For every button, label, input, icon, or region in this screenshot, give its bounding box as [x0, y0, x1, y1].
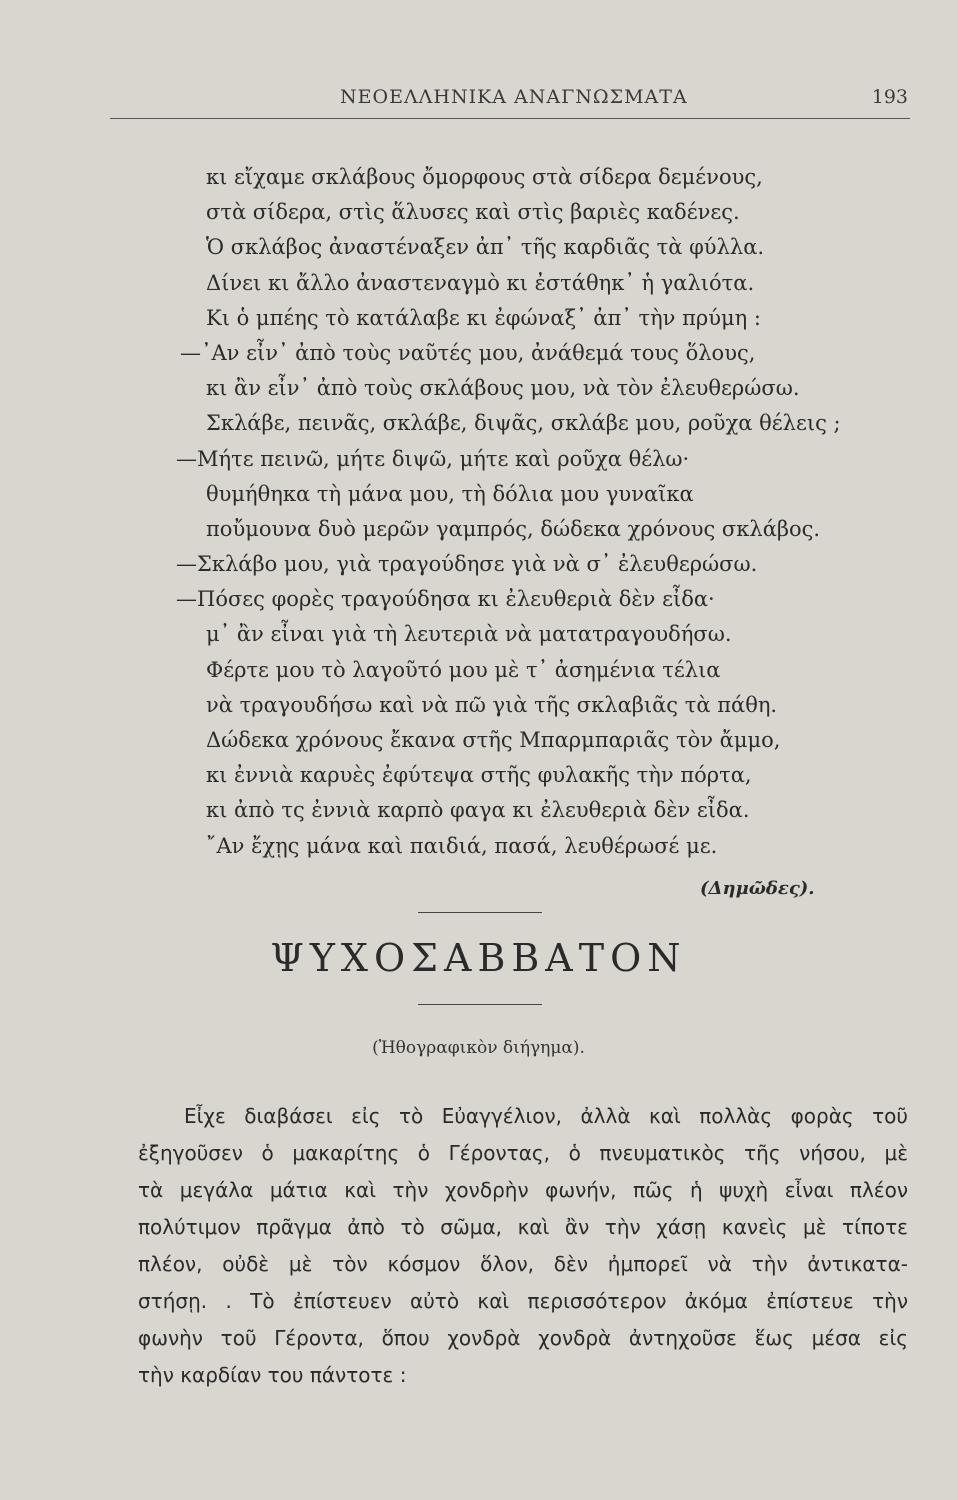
prose — [138, 1098, 908, 1394]
poem — [150, 160, 910, 864]
prose-line: Εἶχε διαβάσει εἰς τὸ Εὐαγγέλιον, ἀλλὰ καὶ πολλὰς φορὰς τοῦ — [184, 1104, 908, 1128]
prose-line: στήσῃ. . Τὸ ἐπίστευεν αὐτὸ καὶ περισσότερον ἀκόμα ἐπίστευε τὴν — [138, 1289, 908, 1313]
page-header — [110, 82, 910, 119]
prose-line: φωνὴν τοῦ Γέροντα, ὅπου χονδρὰ χονδρὰ ἀντηχοῦσε ἕως μέσα εἰς — [138, 1326, 908, 1350]
poem-line: Δώδεκα χρόνους ἔκανα στῆς Μπαρμπαριᾶς τὸν ἄμμο, — [206, 728, 781, 752]
poem-line: κι ἂν εἶν᾽ ἀπὸ τοὺς σκλάβους μου, νὰ τὸν ἐλευθερώσω. — [206, 376, 800, 401]
section-title: ΨΥΧΟΣΑΒΒΑΤΟΝ — [270, 936, 687, 980]
section-divider — [418, 912, 542, 913]
page-number: 193 — [871, 86, 908, 108]
poem-line: κι ἐννιὰ καρυὲς ἐφύτεψα στῆς φυλακῆς τὴν πόρτα, — [206, 763, 752, 788]
prose-line: ἐξηγοῦσεν ὁ μακαρίτης ὁ Γέροντας, ὁ πνευματικὸς τῆς νήσου, μὲ — [138, 1141, 908, 1165]
poem-line: κι ἀπὸ τς ἐννιὰ καρπὸ φαγα κι ἐλευθεριὰ δὲν εἶδα. — [206, 798, 750, 823]
poem-line: —Πόσες φορὲς τραγούδησα κι ἐλευθεριὰ δὲν εἶδα· — [176, 587, 715, 612]
poem-line: ποὔμουνα δυὸ μερῶν γαμπρός, δώδεκα χρόνους σκλάβος. — [206, 516, 821, 541]
running-title: ΝΕΟΕΛΛΗΝΙΚΑ ΑΝΑΓΝΩΣΜΑΤΑ — [340, 86, 688, 108]
poem-line: κι εἴχαμε σκλάβους ὄμορφους στὰ σίδερα δεμένους, — [206, 165, 763, 189]
poem-attribution: (Δημῶδες). — [700, 878, 815, 899]
prose-line: πλέον, οὐδὲ μὲ τὸν κόσμον ὅλον, δὲν ἠμπορεῖ νὰ τὴν ἀντικατα- — [138, 1252, 908, 1276]
prose-line: τὰ μεγάλα μάτια καὶ τὴν χονδρὴν φωνήν, πῶς ἡ ψυχὴ εἶναι πλέον — [138, 1178, 908, 1202]
poem-line: Ὁ σκλάβος ἀναστέναξεν ἀπ᾽ τῆς καρδιᾶς τὰ φύλλα. — [206, 235, 765, 260]
section-divider — [418, 1004, 542, 1005]
poem-line: —Μήτε πεινῶ, μήτε διψῶ, μήτε καὶ ροῦχα θέλω· — [176, 446, 690, 471]
poem-line: ῎Αν ἔχῃς μάνα καὶ παιδιά, πασά, λευθέρωσέ με. — [206, 833, 718, 858]
section-subtitle: (Ἠθογραφικὸν διήγημα). — [372, 1038, 585, 1058]
prose-line: τὴν καρδίαν του πάντοτε : — [138, 1363, 407, 1387]
poem-line: Σκλάβε, πεινᾶς, σκλάβε, διψᾶς, σκλάβε μου, ροῦχα θέλεις ; — [206, 411, 841, 436]
poem-line: θυμήθηκα τὴ μάνα μου, τὴ δόλια μου γυναῖκα — [206, 481, 694, 506]
poem-line: Κι ὁ μπέης τὸ κατάλαβε κι ἐφώναξ᾽ ἀπ᾽ τὴν πρύμη : — [206, 305, 762, 330]
poem-line: μ᾽ ἂν εἶναι γιὰ τὴ λευτεριὰ νὰ ματατραγουδήσω. — [206, 622, 732, 647]
poem-line: Δίνει κι ἄλλο ἀναστεναγμὸ κι ἐστάθηκ᾽ ἡ γαλιότα. — [206, 270, 755, 295]
poem-line: —᾽Αν εἶν᾽ ἀπὸ τοὺς ναῦτές μου, ἀνάθεμά τους ὅλους, — [180, 340, 756, 365]
prose-line: πολύτιμον πρᾶγμα ἀπὸ τὸ σῶμα, καὶ ἂν τὴν χάσῃ κανεὶς μὲ τίποτε — [138, 1215, 908, 1239]
poem-line: —Σκλάβο μου, γιὰ τραγούδησε γιὰ νὰ σ᾽ ἐλευθερώσω. — [176, 552, 758, 577]
poem-line: Φέρτε μου τὸ λαγοῦτό μου μὲ τ᾽ ἀσημένια τέλια — [206, 657, 721, 682]
poem-line: στὰ σίδερα, στὶς ἅλυσες καὶ στὶς βαριὲς καδένες. — [206, 200, 740, 225]
poem-line: νὰ τραγουδήσω καὶ νὰ πῶ γιὰ τῆς σκλαβιᾶς τὰ πάθη. — [206, 692, 778, 717]
